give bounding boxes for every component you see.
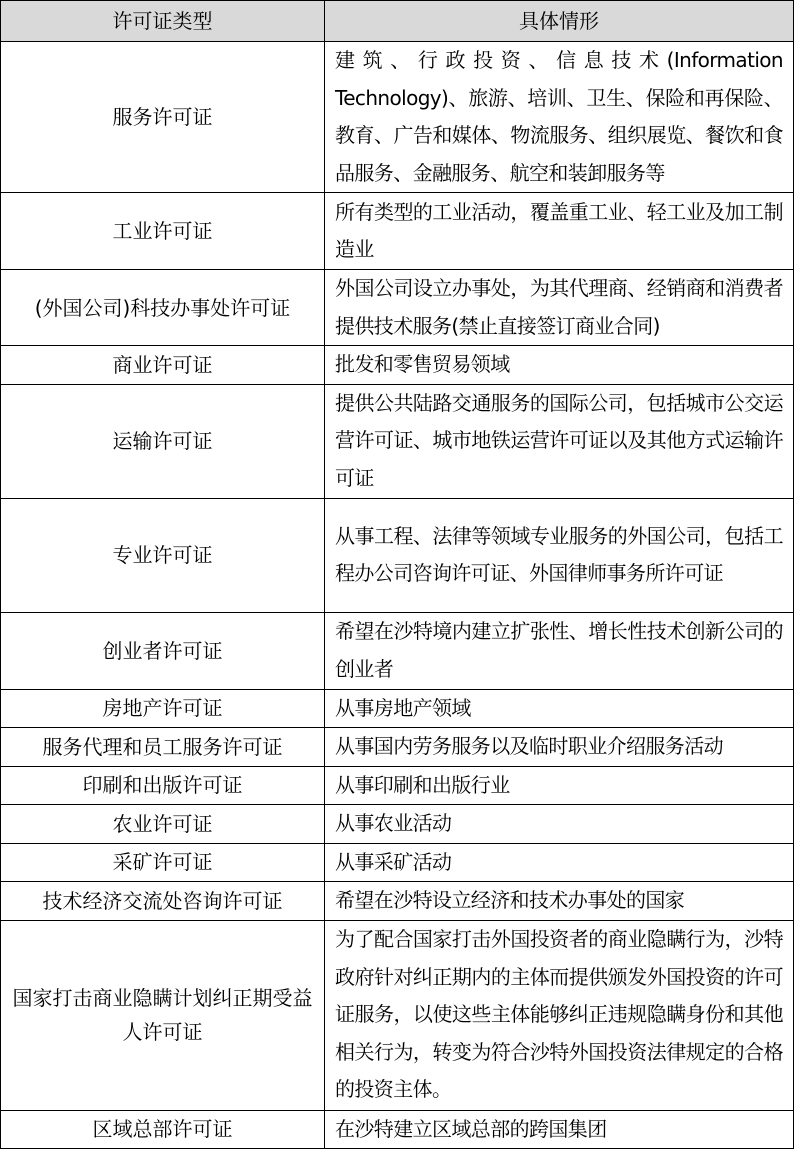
license-desc-cell: 提供公共陆路交通服务的国际公司，包括城市公交运营许可证、城市地铁运营许可证以及其他方式运输许可证 (325, 384, 794, 498)
license-desc-cell: 外国公司设立办事处，为其代理商、经销商和消费者提供技术服务(禁止直接签订商业合同) (325, 270, 794, 346)
license-desc-cell: 从事工程、法律等领域专业服务的外国公司，包括工程办公司咨询许可证、外国律师事务所许可证 (325, 498, 794, 612)
table-row (1, 193, 794, 270)
license-desc-cell: 从事国内劳务服务以及临时职业介绍服务活动 (325, 728, 794, 767)
table-header-row (1, 1, 794, 42)
license-desc-cell: 在沙特建立区域总部的跨国集团 (325, 1110, 794, 1149)
license-desc-cell: 从事印刷和出版行业 (325, 766, 794, 805)
license-desc-cell: 为了配合国家打击外国投资者的商业隐瞒行为，沙特政府针对纠正期内的主体而提供颁发外国投资的许可证服务，以使这些主体能够纠正违规隐瞒身份和其他相关行为，转变为符合沙特外国投资法律规定的合格的投资主体。 (325, 920, 794, 1110)
license-desc-cell: 希望在沙特设立经济和技术办事处的国家 (325, 882, 794, 921)
license-type-cell: (外国公司)科技办事处许可证 (1, 270, 325, 346)
license-type-cell: 服务许可证 (1, 42, 325, 193)
license-desc-cell: 所有类型的工业活动，覆盖重工业、轻工业及加工制造业 (325, 193, 794, 270)
table-row (1, 498, 794, 612)
license-desc-cell: 从事房地产领域 (325, 689, 794, 728)
table-row (1, 270, 794, 346)
table-row (1, 843, 794, 882)
license-desc-cell: 批发和零售贸易领域 (325, 346, 794, 385)
table-row (1, 42, 794, 193)
table-row (1, 882, 794, 921)
table-row (1, 805, 794, 844)
license-type-cell: 服务代理和员工服务许可证 (1, 728, 325, 767)
license-type-cell: 技术经济交流处咨询许可证 (1, 882, 325, 921)
header-specific-situation: 具体情形 (325, 1, 794, 42)
table-row (1, 1110, 794, 1149)
table-row (1, 766, 794, 805)
license-type-cell: 采矿许可证 (1, 843, 325, 882)
license-type-cell: 商业许可证 (1, 346, 325, 385)
license-type-cell: 房地产许可证 (1, 689, 325, 728)
table-row (1, 920, 794, 1110)
header-license-type: 许可证类型 (1, 1, 325, 42)
license-desc-cell: 从事采矿活动 (325, 843, 794, 882)
license-type-cell: 区域总部许可证 (1, 1110, 325, 1149)
license-desc-cell: 建筑、行政投资、信息技术(Information Technology)、旅游、培训、卫生、保险和再保险、教育、广告和媒体、物流服务、组织展览、餐饮和食品服务、金融服务、航空和装卸服务等 (325, 42, 794, 193)
license-type-cell: 工业许可证 (1, 193, 325, 270)
license-desc-cell: 从事农业活动 (325, 805, 794, 844)
license-type-cell: 农业许可证 (1, 805, 325, 844)
license-type-cell: 专业许可证 (1, 498, 325, 612)
table-row (1, 612, 794, 689)
table-row (1, 728, 794, 767)
table-row (1, 689, 794, 728)
license-type-cell: 印刷和出版许可证 (1, 766, 325, 805)
license-type-cell: 创业者许可证 (1, 612, 325, 689)
license-type-cell: 国家打击商业隐瞒计划纠正期受益人许可证 (1, 920, 325, 1110)
license-type-cell: 运输许可证 (1, 384, 325, 498)
table-row (1, 346, 794, 385)
license-desc-cell: 希望在沙特境内建立扩张性、增长性技术创新公司的创业者 (325, 612, 794, 689)
table-row (1, 384, 794, 498)
